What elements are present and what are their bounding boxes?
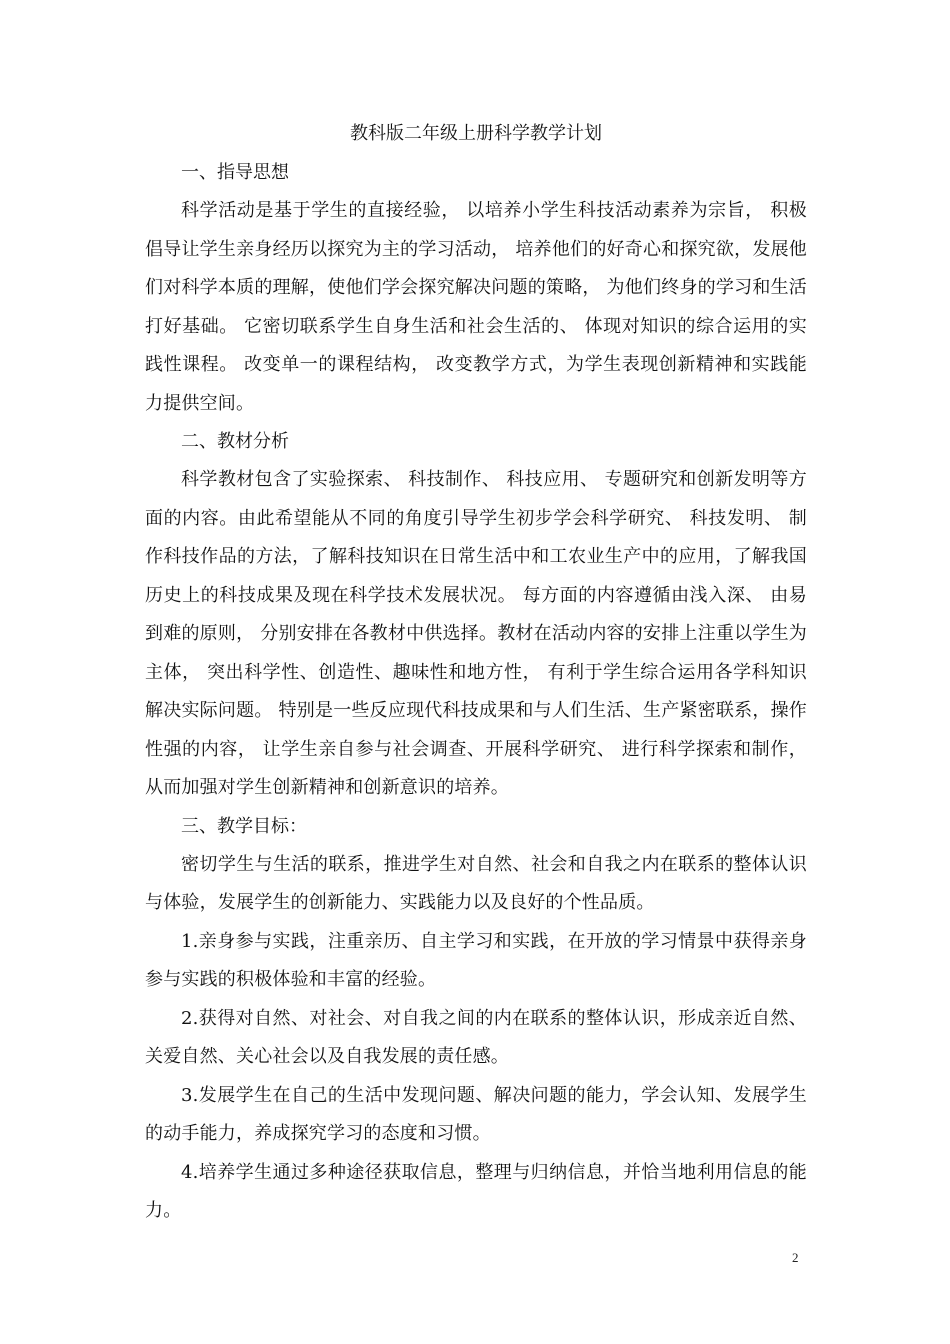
document-title: 教科版二年级上册科学教学计划 bbox=[350, 123, 602, 144]
paragraph-goal-4: 4.培养学生通过多种途径获取信息，整理与归纳信息，并恰当地利用信息的能力。 bbox=[145, 1161, 807, 1221]
section-heading-teaching-goals: 三、教学目标： bbox=[181, 815, 307, 837]
paragraph-teaching-goals-intro: 密切学生与生活的联系，推进学生对自然、社会和自我之内在联系的整体认识与体验，发展学生的创新能力、实践能力以及良好的个性品质。 bbox=[145, 853, 807, 913]
section-heading-guiding-thought: 一、指导思想 bbox=[181, 162, 289, 183]
paragraph-goal-2: 2.获得对自然、对社会、对自我之间的内在联系的整体认识，形成亲近自然、关爱自然、关心社会以及自我发展的责任感。 bbox=[145, 1007, 807, 1067]
document-body bbox=[145, 114, 807, 1231]
paragraph-goal-3: 3.发展学生在自己的生活中发现问题、解决问题的能力，学会认知、发展学生的动手能力，养成探究学习的态度和习惯。 bbox=[145, 1084, 807, 1144]
page-number: 2 bbox=[792, 1250, 799, 1265]
paragraph-textbook-analysis: 科学教材包含了实验探索、 科技制作、 科技应用、 专题研究和创新发明等方面的内容。由此希望能从不同的角度引导学生初步学会科学研究、 科技发明、 制作科技作品的方法，了解科技知识在日常生活中和工农业生产中的应用，了解我国历史上的科技成果及现在科学技术发展状况。 每方面的内容遵循由浅入深、 由易到难的原则， 分别安排在各教材中供选择。教材在活动内容的安排上注重以学生为主体， 突出科学性、创造性、趣味性和地方性， 有利于学生综合运用各学科知识解决实际问题。 特别是一些反应现代科技成果和与人们生活、生产紧密联系，操作性强的内容， 让学生亲自参与社会调查、开展科学研究、 进行科学探索和制作，从而加强对学生创新精神和创新意识的培养。 bbox=[145, 469, 807, 798]
paragraph-goal-1: 1.亲身参与实践，注重亲历、自主学习和实践，在开放的学习情景中获得亲身参与实践的积极体验和丰富的经验。 bbox=[145, 930, 807, 990]
section-heading-textbook-analysis: 二、教材分析 bbox=[181, 431, 289, 452]
paragraph-guiding-thought: 科学活动是基于学生的直接经验， 以培养小学生科技活动素养为宗旨， 积极倡导让学生亲身经历以探究为主的学习活动， 培养他们的好奇心和探究欲，发展他们对科学本质的理解，使他们学会探究解决问题的策略， 为他们终身的学习和生活打好基础。 它密切联系学生自身生活和社会生活的、 体现对知识的综合运用的实践性课程。 改变单一的课程结构， 改变教学方式，为学生表现创新精神和实践能力提供空间。 bbox=[145, 200, 807, 414]
